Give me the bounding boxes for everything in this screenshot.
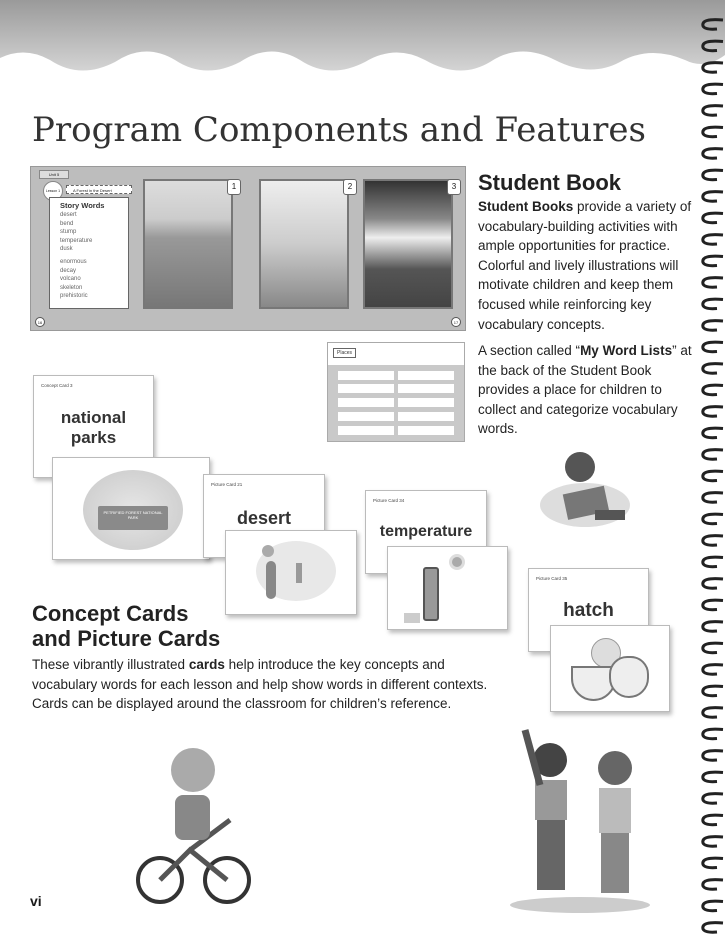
story-words-box	[49, 197, 129, 309]
spiral-coil	[703, 686, 723, 696]
spiral-coil	[703, 364, 723, 374]
spiral-coil	[703, 63, 723, 73]
word: decay	[60, 267, 77, 274]
hatch-picture	[550, 625, 670, 712]
spiral-coil	[703, 213, 723, 223]
spiral-coil	[703, 471, 723, 481]
story-words-heading: Story Words	[60, 201, 105, 210]
word: prehistoric	[60, 293, 88, 300]
story-panel-3	[363, 179, 457, 309]
page-number-right: 17	[451, 317, 461, 327]
spiral-coil	[703, 299, 723, 309]
bold-term: cards	[188, 657, 225, 672]
text: help introduce the key concepts and vocabulary words for each lesson and help show words in different contexts. Cards can be displayed around the classroom for children’s reference.	[32, 657, 488, 712]
spiral-coil	[703, 127, 723, 137]
card-word: national parks	[60, 408, 127, 447]
word: desert	[60, 212, 77, 219]
spiral-coil	[703, 514, 723, 524]
panel-number: 3	[447, 179, 461, 195]
card-label: Concept Card 3	[41, 383, 73, 388]
spiral-coil	[703, 794, 723, 804]
panel-number: 1	[227, 179, 241, 195]
word: skeleton	[60, 284, 83, 291]
spiral-binding	[697, 0, 725, 945]
card-word: temperature	[379, 523, 473, 540]
spiral-coil	[703, 20, 723, 30]
spiral-coil	[703, 342, 723, 352]
word: temperature	[60, 237, 93, 244]
spiral-coil	[703, 557, 723, 567]
spiral-coil	[703, 321, 723, 331]
spiral-coil	[703, 880, 723, 890]
student-book-spread-image	[30, 166, 466, 331]
student-book-heading: Student Book	[478, 170, 621, 195]
word-lists-description	[478, 341, 696, 439]
spiral-coil	[703, 772, 723, 782]
temperature-picture	[387, 546, 508, 630]
spiral-coil	[703, 278, 723, 288]
spiral-coil	[703, 41, 723, 51]
spiral-coil	[703, 106, 723, 116]
spiral-coil	[703, 708, 723, 718]
spiral-coil	[703, 256, 723, 266]
word: volcano	[60, 276, 81, 283]
my-word-lists-page-image	[327, 342, 465, 442]
story-panel-1	[143, 179, 237, 309]
card-label: Picture Card 34	[373, 498, 405, 503]
spiral-coil	[703, 923, 723, 933]
spiral-coil	[703, 815, 723, 825]
lesson-badge: Lesson 1	[43, 181, 63, 201]
concept-cards-heading	[32, 601, 220, 651]
spiral-coil	[703, 751, 723, 761]
heading-line: and Picture Cards	[32, 626, 221, 651]
card-word: hatch	[563, 600, 614, 621]
story-panel-2	[259, 179, 353, 309]
spiral-coil	[703, 536, 723, 546]
unit-tab: Unit 5	[39, 170, 69, 179]
spiral-coil	[703, 858, 723, 868]
cards-description	[32, 655, 492, 714]
page-title: Program Components and Features	[32, 110, 646, 150]
text: provide a variety of vocabulary-building activities with ample opportunities for practice. Colorful and lively illustrations will motivate children and keep them focused while reinforcing key vocabulary concepts.	[478, 199, 692, 332]
text: ” at the back of the Student Book provides a place for children to collect and categorize vocabulary words.	[478, 343, 692, 437]
spiral-coil	[703, 643, 723, 653]
park-sign: PETRIFIED FOREST NATIONAL PARK	[98, 506, 168, 530]
student-book-description	[478, 197, 696, 334]
word: stump	[60, 229, 77, 236]
spiral-coil	[703, 428, 723, 438]
places-label: Places	[333, 348, 356, 358]
spiral-coil	[703, 235, 723, 245]
children-pointing-illustration	[505, 720, 655, 915]
spiral-coil	[703, 665, 723, 675]
spiral-coil	[703, 407, 723, 417]
page-number: vi	[30, 893, 42, 909]
spiral-coil	[703, 149, 723, 159]
word: dusk	[60, 246, 73, 253]
child-reading-illustration	[535, 445, 635, 535]
card-word: desert	[236, 508, 292, 528]
spiral-coil	[703, 385, 723, 395]
spiral-coil	[703, 622, 723, 632]
text: These vibrantly illustrated	[32, 657, 189, 672]
heading-line: Concept Cards	[32, 601, 189, 626]
bold-term: Student Books	[478, 199, 574, 214]
page-number-left: 16	[35, 317, 45, 327]
bold-term: My Word Lists	[580, 343, 673, 358]
spiral-coil	[703, 84, 723, 94]
text: A section called “	[478, 343, 581, 358]
spiral-coil	[703, 729, 723, 739]
child-on-bike-illustration	[135, 740, 260, 910]
card-label: Picture Card 35	[536, 576, 568, 581]
spiral-coil	[703, 579, 723, 589]
desert-picture	[225, 530, 357, 615]
national-parks-picture	[52, 457, 210, 560]
story-title: A Forest in the Desert	[66, 185, 132, 194]
wavy-header-band	[0, 0, 725, 80]
spiral-coil	[703, 170, 723, 180]
card-label: Picture Card 21	[211, 482, 243, 487]
word: bend	[60, 220, 74, 227]
spiral-coil	[703, 600, 723, 610]
word: enormous	[60, 259, 87, 266]
spiral-coil	[703, 192, 723, 202]
panel-number: 2	[343, 179, 357, 195]
spiral-coil	[703, 837, 723, 847]
spiral-coil	[703, 901, 723, 911]
spiral-coil	[703, 450, 723, 460]
spiral-coil	[703, 493, 723, 503]
